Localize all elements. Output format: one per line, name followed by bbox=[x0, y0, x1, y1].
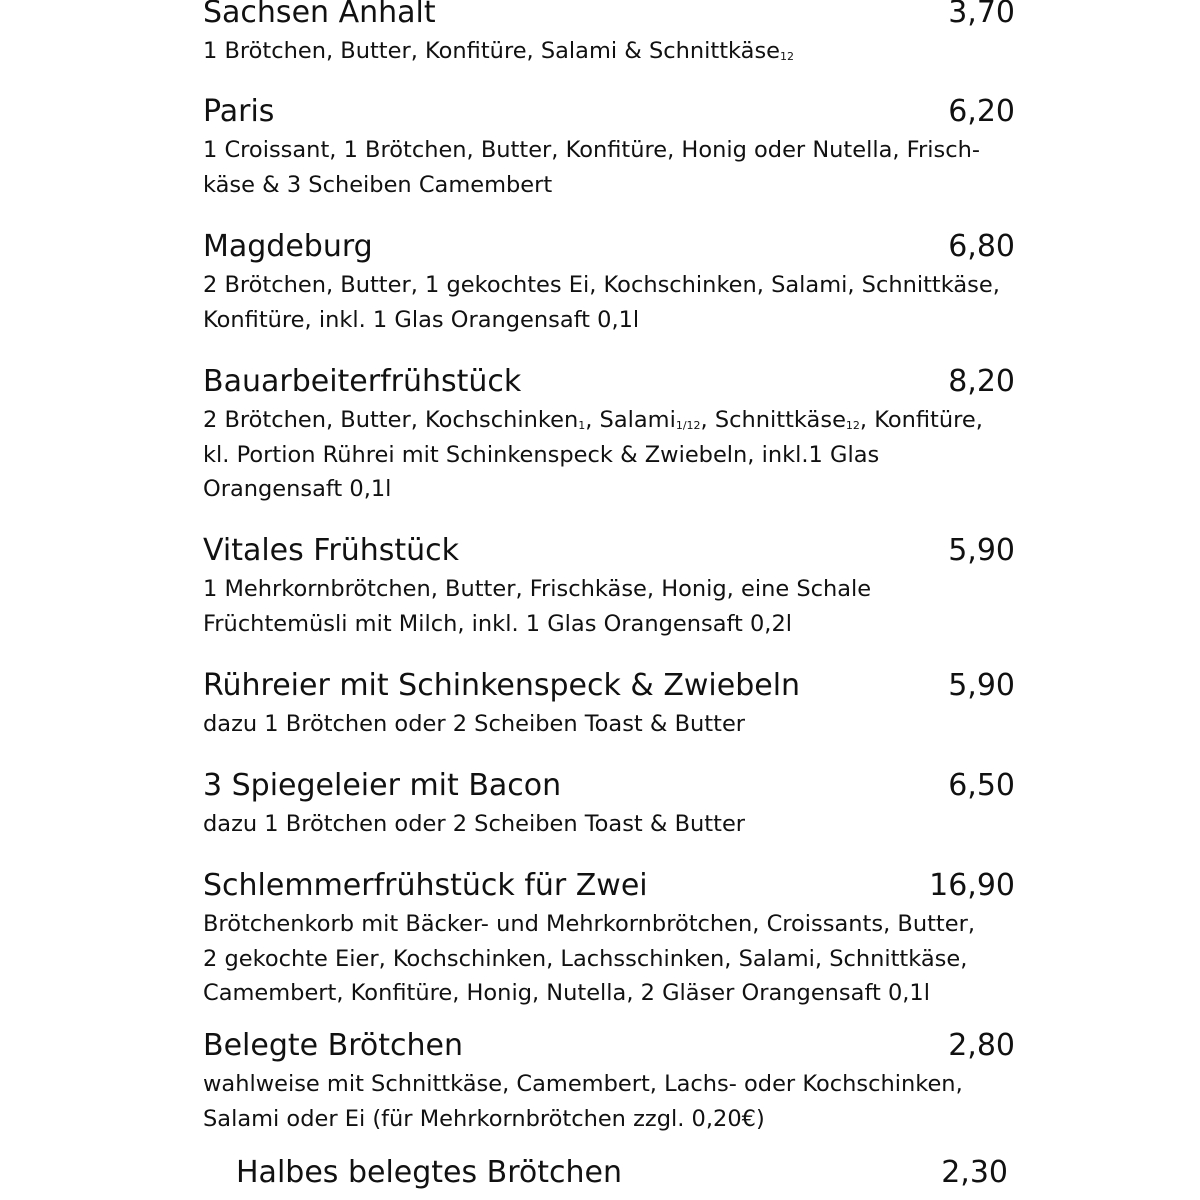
item-price: 6,20 bbox=[948, 94, 1015, 129]
allergen-note: 1 bbox=[578, 419, 586, 432]
item-description-line: 2 gekochte Eier, Kochschinken, Lachsschinken, Salami, Schnittkäse, bbox=[203, 945, 968, 972]
item-description-line: wahlweise mit Schnittkäse, Camembert, Lachs- oder Kochschinken, bbox=[203, 1071, 963, 1097]
item-title: Belegte Brötchen bbox=[203, 1028, 463, 1063]
item-description-line: 2 Brötchen, Butter, 1 gekochtes Ei, Kochschinken, Salami, Schnittkäse, bbox=[203, 272, 1000, 298]
item-description-line: Salami oder Ei (für Mehrkornbrötchen zzgl. 0,20€) bbox=[203, 1105, 765, 1132]
menu-item-paris bbox=[203, 92, 1033, 202]
item-title: Bauarbeiterfrühstück bbox=[203, 364, 522, 399]
item-description-line: 2 Brötchen, Butter, Kochschinken$_1$, Salami$_{1/12}$, Schnittkäse$_{12}$, Konfitüre, bbox=[203, 407, 983, 433]
item-title: Vitales Frühstück bbox=[203, 533, 460, 568]
menu-item-belegte-broetchen bbox=[203, 1026, 1033, 1136]
item-description-line: dazu 1 Brötchen oder 2 Scheiben Toast & Butter bbox=[203, 811, 746, 837]
item-title: Paris bbox=[203, 94, 275, 129]
allergen-note: 12 bbox=[780, 50, 795, 63]
menu-item-ruehreier bbox=[203, 666, 1033, 742]
item-title: Halbes belegtes Brötchen bbox=[236, 1155, 623, 1190]
menu-item-halbes-broetchen bbox=[236, 1153, 1026, 1193]
menu-item-magdeburg bbox=[203, 227, 1033, 337]
item-description-line: Camembert, Konfitüre, Honig, Nutella, 2 Gläser Orangensaft 0,1l bbox=[203, 980, 930, 1006]
item-price: 5,90 bbox=[948, 533, 1015, 568]
item-title: Magdeburg bbox=[203, 229, 373, 264]
item-description-line: Brötchenkorb mit Bäcker- und Mehrkornbrötchen, Croissants, Butter, bbox=[203, 911, 975, 937]
item-description-line: Orangensaft 0,1l bbox=[203, 476, 392, 502]
item-description-line: dazu 1 Brötchen oder 2 Scheiben Toast & Butter bbox=[203, 711, 746, 737]
item-price: 5,90 bbox=[948, 668, 1015, 703]
item-description: 1 Brötchen, Butter, Konfitüre, Salami & Schnittkäse$_{12}$ bbox=[203, 38, 795, 64]
allergen-note: 12 bbox=[845, 419, 860, 432]
menu-item-sachsen-anhalt bbox=[203, 0, 1033, 69]
item-price: 6,50 bbox=[948, 768, 1015, 803]
menu-item-vitales-fruehstueck bbox=[203, 531, 1033, 641]
item-description-line: käse & 3 Scheiben Camembert bbox=[203, 171, 553, 198]
item-description-line: Konfitüre, inkl. 1 Glas Orangensaft 0,1l bbox=[203, 306, 640, 333]
item-description-line: 1 Croissant, 1 Brötchen, Butter, Konfitüre, Honig oder Nutella, Frisch- bbox=[203, 137, 980, 163]
item-price: 2,30 bbox=[941, 1155, 1008, 1190]
item-title: 3 Spiegeleier mit Bacon bbox=[203, 768, 562, 803]
menu-item-schlemmerfruehstueck bbox=[203, 866, 1033, 1011]
item-price: 2,80 bbox=[948, 1028, 1015, 1063]
item-price: 8,20 bbox=[948, 364, 1015, 399]
item-description-line: 1 Mehrkornbrötchen, Butter, Frischkäse, Honig, eine Schale bbox=[203, 576, 872, 602]
item-price: 16,90 bbox=[929, 868, 1015, 903]
menu-item-spiegeleier bbox=[203, 766, 1033, 842]
item-title: Sachsen Anhalt bbox=[203, 0, 436, 30]
allergen-note: 1/12 bbox=[675, 419, 701, 432]
menu-item-bauarbeiterfruehstueck bbox=[203, 362, 1033, 507]
item-title: Rühreier mit Schinkenspeck & Zwiebeln bbox=[203, 668, 801, 703]
item-title: Schlemmerfrühstück für Zwei bbox=[203, 868, 648, 903]
item-price: 3,70 bbox=[948, 0, 1015, 30]
item-description-line: kl. Portion Rührei mit Schinkenspeck & Zwiebeln, inkl.1 Glas bbox=[203, 441, 880, 468]
item-description-line: Früchtemüsli mit Milch, inkl. 1 Glas Orangensaft 0,2l bbox=[203, 610, 793, 637]
item-price: 6,80 bbox=[948, 229, 1015, 264]
